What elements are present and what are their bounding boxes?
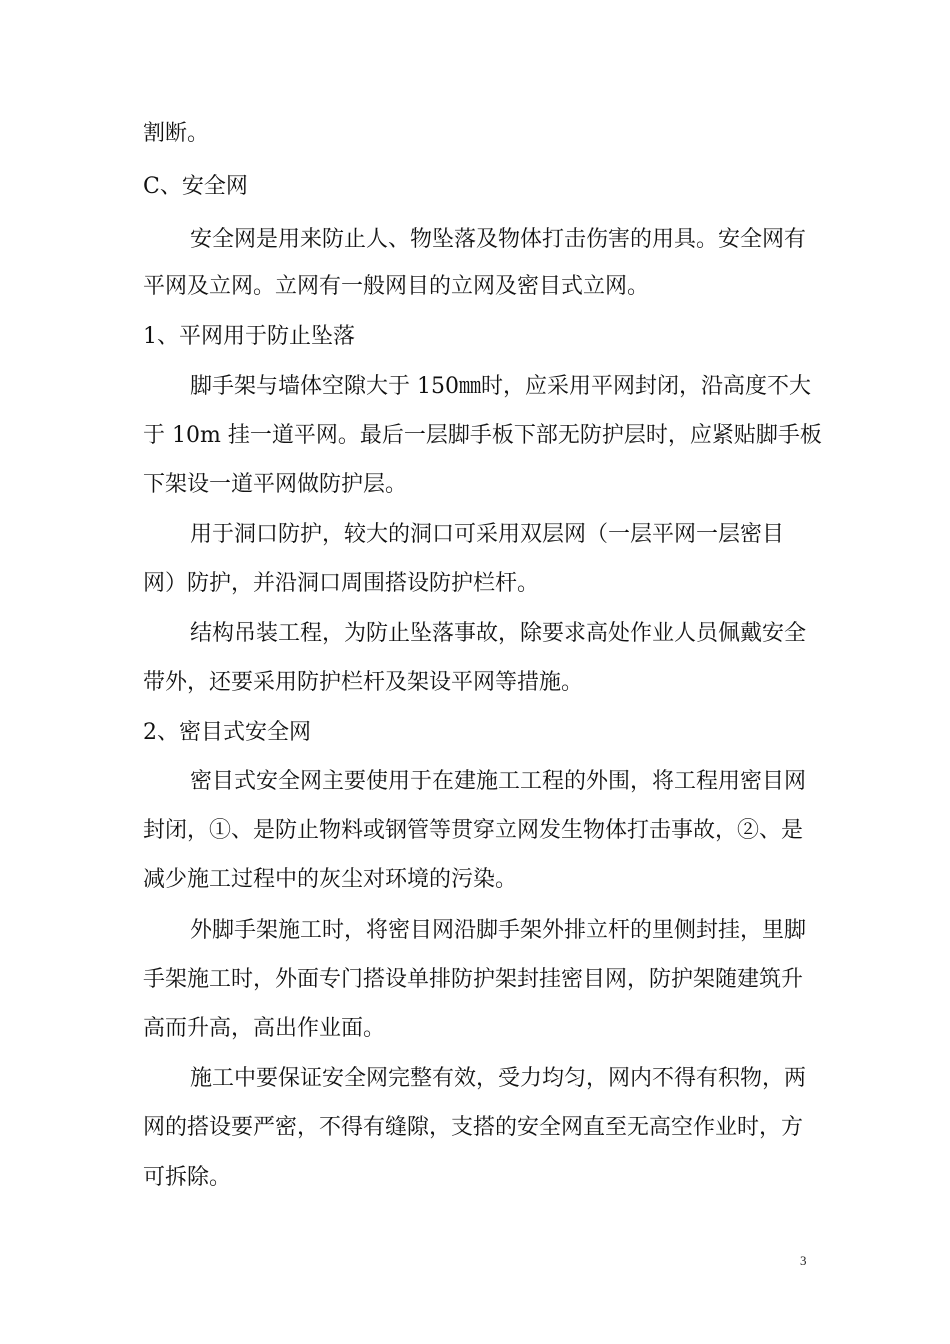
paragraph-line: 网）防护，并沿洞口周围搭设防护栏杆。 <box>143 571 540 596</box>
paragraph-line: 施工中要保证安全网完整有效，受力均匀，网内不得有积物，两 <box>190 1066 807 1091</box>
subsection-heading: 1、平网用于防止坠落 <box>143 324 355 349</box>
paragraph-line: 带外，还要采用防护栏杆及架设平网等措施。 <box>143 670 584 695</box>
subsection-heading: 2、密目式安全网 <box>143 720 311 745</box>
paragraph-line: 网的搭设要严密，不得有缝隙，支搭的安全网直至无高空作业时，方 <box>143 1115 804 1140</box>
paragraph-line: 密目式安全网主要使用于在建施工工程的外围，将工程用密目网 <box>190 769 807 794</box>
paragraph-line: 安全网是用来防止人、物坠落及物体打击伤害的用具。安全网有 <box>190 227 807 252</box>
paragraph-line: 割断。 <box>143 121 210 146</box>
page-number: 3 <box>800 1253 807 1268</box>
section-heading: C、安全网 <box>143 174 248 199</box>
paragraph-line: 封闭，①、是防止物料或钢管等贯穿立网发生物体打击事故，②、是 <box>143 818 804 843</box>
paragraph-line: 脚手架与墙体空隙大于 150㎜时，应采用平网封闭，沿高度不大 <box>190 374 811 399</box>
paragraph-line: 手架施工时，外面专门搭设单排防护架封挂密目网，防护架随建筑升 <box>143 967 804 992</box>
paragraph-line: 用于洞口防护，较大的洞口可采用双层网（一层平网一层密目 <box>190 522 785 547</box>
paragraph-line: 下架设一道平网做防护层。 <box>143 472 408 497</box>
paragraph-line: 平网及立网。立网有一般网目的立网及密目式立网。 <box>143 274 650 299</box>
paragraph-line: 结构吊装工程，为防止坠落事故，除要求高处作业人员佩戴安全 <box>190 621 807 646</box>
paragraph-line: 减少施工过程中的灰尘对环境的污染。 <box>143 867 518 892</box>
paragraph-line: 可拆除。 <box>143 1165 232 1190</box>
paragraph-line: 于 10m 挂一道平网。最后一层脚手板下部无防护层时，应紧贴脚手板 <box>143 423 822 448</box>
paragraph-line: 高而升高，高出作业面。 <box>143 1016 386 1041</box>
paragraph-line: 外脚手架施工时，将密目网沿脚手架外排立杆的里侧封挂，里脚 <box>190 918 807 943</box>
